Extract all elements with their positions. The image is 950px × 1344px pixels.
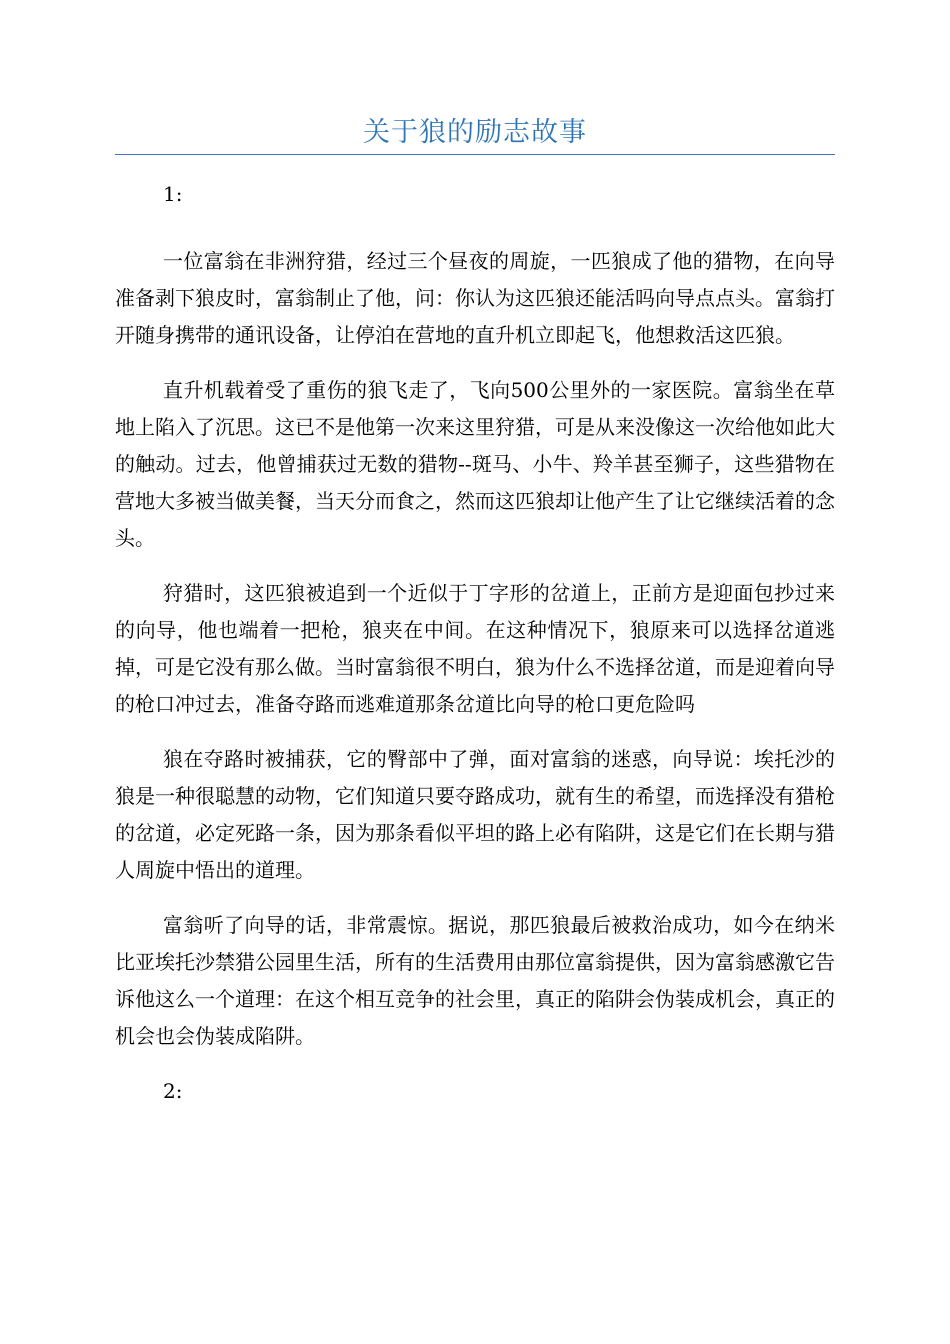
section-number: 2: [163, 1079, 183, 1103]
paragraph: 狼在夺路时被捕获，它的臀部中了弹，面对富翁的迷惑，向导说：埃托沙的狼是一种很聪慧的动物，它们知道只要夺路成功，就有生的希望，而选择没有猎枪的岔道，必定死路一条，因为那条看似平坦的路上必有陷阱，这是它们在长期与猎人周旋中悟出的道理。 [115, 747, 835, 882]
paragraph: 富翁听了向导的话，非常震惊。据说，那匹狼最后被救治成功，如今在纳米比亚埃托沙禁猎公园里生活，所有的生活费用由那位富翁提供，因为富翁感激它告诉他这么一个道理：在这个相互竞争的社会里，真正的陷阱会伪装成机会，真正的机会也会伪装成陷阱。 [115, 913, 835, 1048]
document-body [115, 176, 835, 1140]
section-number: 1: [163, 182, 183, 206]
paragraph: 狩猎时，这匹狼被追到一个近似于丁字形的岔道上，正前方是迎面包抄过来的向导，他也端着一把枪，狼夹在中间。在这种情况下，狼原来可以选择岔道逃掉，可是它没有那么做。当时富翁很不明白，狼为什么不选择岔道，而是迎着向导的枪口冲过去，准备夺路而逃难道那条岔道比向导的枪口更危险吗 [115, 581, 835, 716]
title-underline [115, 154, 835, 155]
paragraph: 一位富翁在非洲狩猎，经过三个昼夜的周旋，一匹狼成了他的猎物，在向导准备剥下狼皮时，富翁制止了他，问：你认为这匹狼还能活吗向导点点头。富翁打开随身携带的通讯设备，让停泊在营地的直升机立即起飞，他想救活这匹狼。 [115, 249, 835, 347]
document-title: 关于狼的励志故事 [363, 117, 587, 148]
paragraph: 直升机载着受了重伤的狼飞走了，飞向500公里外的一家医院。富翁坐在草地上陷入了沉思。这已不是他第一次来这里狩猎，可是从来没像这一次给他如此大的触动。过去，他曾捕获过无数的猎物--斑马、小牛、羚羊甚至狮子，这些猎物在营地大多被当做美餐，当天分而食之，然而这匹狼却让他产生了让它继续活着的念头。 [115, 378, 835, 550]
